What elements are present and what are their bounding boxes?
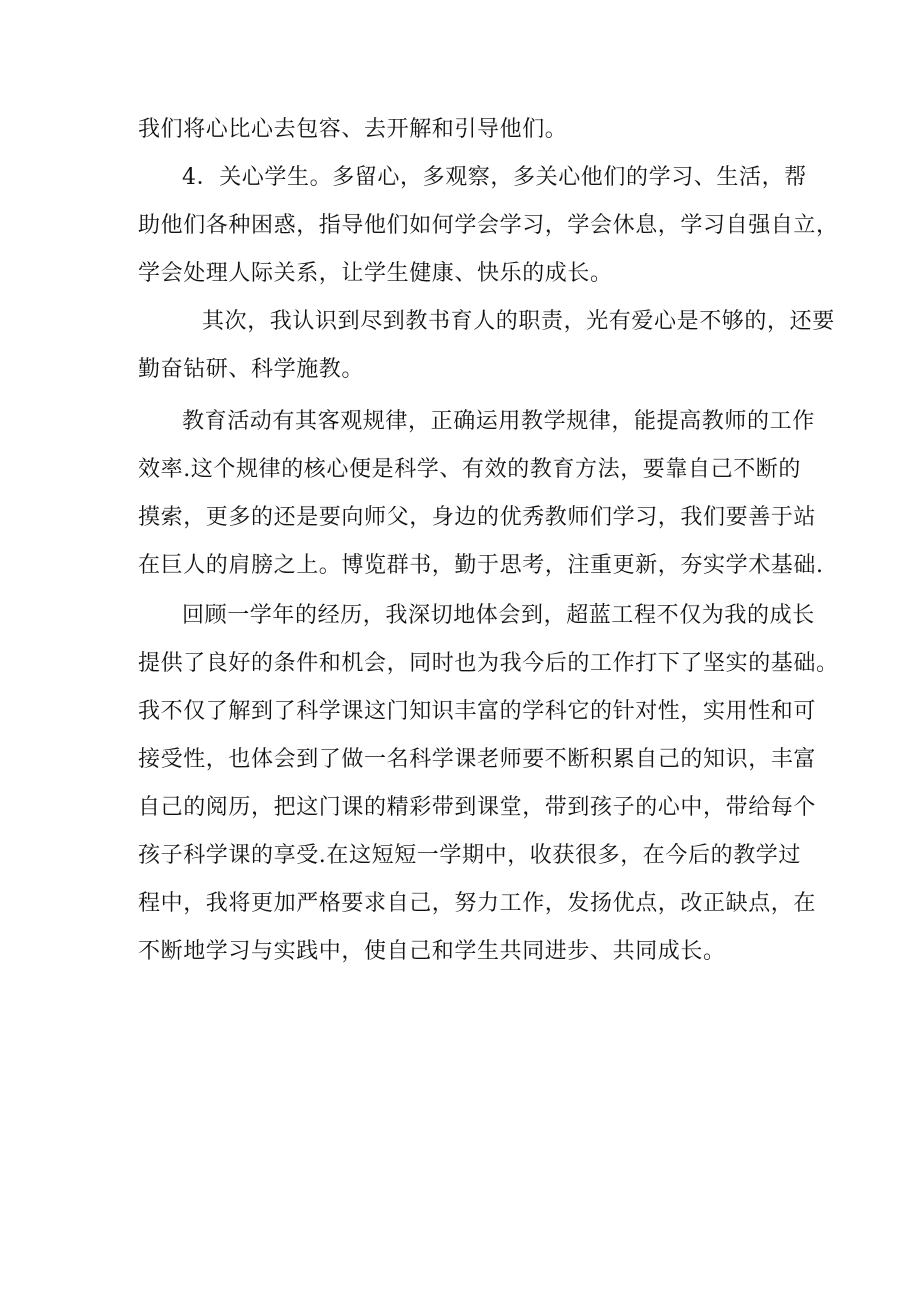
text-line: 摸索，更多的还是要向师父，身边的优秀教师们学习，我们要善于站: [138, 505, 817, 530]
text-line: 在巨人的肩膀之上。博览群书，勤于思考，注重更新，夯实学术基础.: [138, 553, 824, 578]
text-line: 学会处理人际关系，让学生健康、快乐的成长。: [138, 261, 613, 286]
text-line: 接受性，也体会到了做一名科学课老师要不断积累自己的知识，丰富: [138, 747, 817, 772]
text-line: 我们将心比心去包容、去开解和引导他们。: [138, 117, 568, 142]
text-line: 回顾一学年的经历，我深切地体会到，超蓝工程不仅为我的成长: [182, 603, 815, 628]
paragraph-secondly: [138, 298, 835, 394]
text-line: 不断地学习与实践中，使自己和学生共同进步、共同成长。: [138, 939, 726, 964]
text-line: 提供了良好的条件和机会，同时也为我今后的工作打下了坚实的基础。: [138, 651, 839, 676]
text-line: 4．关心学生。多留心，多观察，多关心他们的学习、生活，帮: [182, 165, 807, 190]
paragraph-review: [138, 592, 839, 976]
text-line: 我不仅了解到了科学课这门知识丰富的学科它的针对性，实用性和可: [138, 699, 817, 724]
text-line: 其次，我认识到尽到教书育人的职责，光有爱心是不够的，还要: [202, 309, 835, 334]
paragraph-closing-line: [138, 106, 798, 154]
text-line: 自己的阅历，把这门课的精彩带到课堂，带到孩子的心中，带给每个: [138, 795, 817, 820]
text-line: 助他们各种困惑，指导他们如何学会学习，学会休息，学习自强自立，: [138, 213, 839, 238]
paragraph-teaching-rules: [138, 398, 824, 590]
text-line: 程中，我将更加严格要求自己，努力工作，发扬优点，改正缺点，在: [138, 891, 817, 916]
text-line: 效率.这个规律的核心便是科学、有效的教育方法，要靠自己不断的: [138, 457, 801, 482]
paragraph-care-for-students: [138, 154, 839, 298]
text-line: 勤奋钻研、科学施教。: [138, 357, 365, 382]
text-line: 教育活动有其客观规律，正确运用教学规律，能提高教师的工作: [182, 409, 815, 434]
text-line: 孩子科学课的享受.在这短短一学期中，收获很多，在今后的教学过: [138, 843, 801, 868]
